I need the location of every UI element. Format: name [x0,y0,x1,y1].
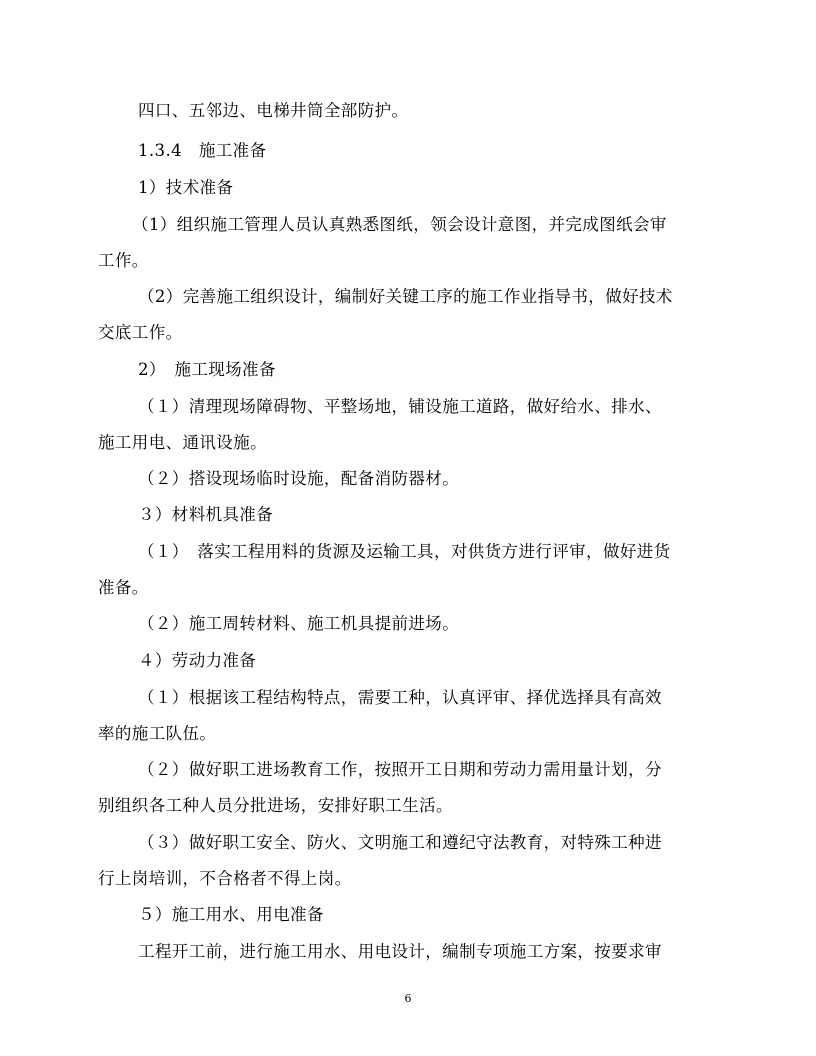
text-line: （１）清理现场障碍物、平整场地，铺设施工道路，做好给水、排水、 [138,397,662,416]
text-line: （2）完善施工组织设计，编制好关键工序的施工作业指导书，做好技术 [138,287,673,306]
text-line: （１） 落实工程用料的货源及运输工具，对供货方进行评审，做好进货 [138,542,671,561]
text-line: （1）组织施工管理人员认真熟悉图纸，领会设计意图，并完成图纸会审 [132,215,667,234]
text-line: 工作。 [98,251,149,270]
subsection-heading: 2） 施工现场准备 [138,360,276,379]
text-line: 施工用电、通讯设施。 [98,433,267,452]
text-line: （１）根据该工程结构特点，需要工种，认真评审、择优选择具有高效 [138,688,662,707]
subsection-heading: ５）施工用水、用电准备 [138,905,324,924]
subsection-heading: 1）技术准备 [138,178,234,197]
text-line: 四口、五邻边、电梯井筒全部防护。 [138,101,409,120]
text-line: （２）搭设现场临时设施，配备消防器材。 [138,469,460,488]
text-line: 准备。 [98,578,149,597]
text-line: 率的施工队伍。 [98,724,217,743]
page-number: 6 [404,992,412,1005]
text-line: 别组织各工种人员分批进场，安排好职工生活。 [98,796,453,815]
text-line: （３）做好职工安全、防火、文明施工和遵纪守法教育，对特殊工种进 [138,833,662,852]
text-line: 行上岗培训，不合格者不得上岗。 [98,869,352,888]
text-line: 交底工作。 [98,323,183,342]
text-line: 工程开工前，进行施工用水、用电设计，编制专项施工方案，按要求审 [138,942,662,961]
text-line: （２）做好职工进场教育工作，按照开工日期和劳动力需用量计划，分 [138,760,662,779]
section-heading: 1.3.4 施工准备 [138,141,267,160]
text-line: （２）施工周转材料、施工机具提前进场。 [138,614,460,633]
subsection-heading: ３）材料机具准备 [138,505,274,524]
subsection-heading: ４）劳动力准备 [138,651,257,670]
